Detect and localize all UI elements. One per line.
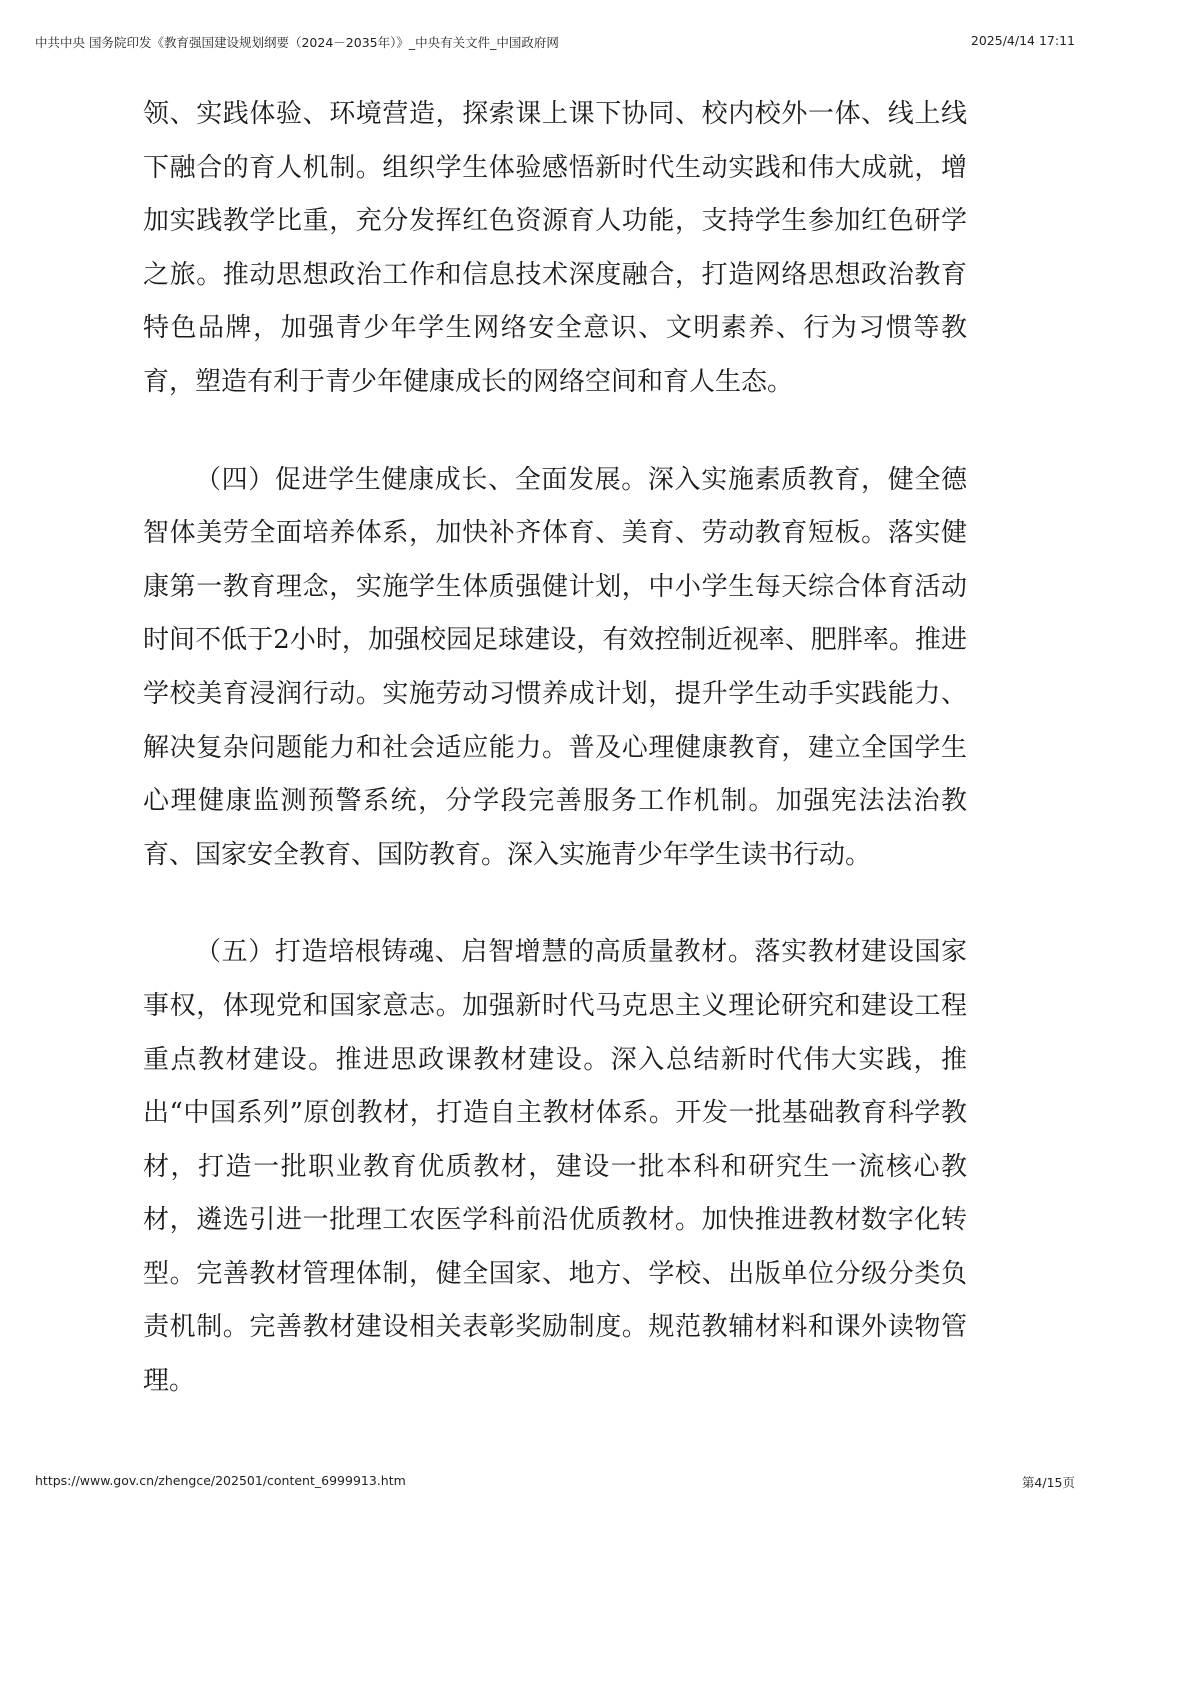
page-title: 中共中央 国务院印发《教育强国建设规划纲要（2024－2035年）》_中央有关文件_中国政府网 bbox=[35, 35, 559, 50]
print-datetime: 2025/4/14 17:11 bbox=[970, 33, 1075, 48]
paragraph: （五）打造培根铸魂、启智增慧的高质量教材。落实教材建设国家事权，体现党和国家意志。加强新时代马克思主义理论研究和建设工程重点教材建设。推进思政课教材建设。深入总结新时代伟大实践，推出“中国系列”原创教材，打造自主教材体系。开发一批基础教育科学教材，打造一批职业教育优质教材，建设一批本科和研究生一流核心教材，遴选引进一批理工农医学科前沿优质教材。加快推进教材数字化转型。完善教材管理体制，健全国家、地方、学校、出版单位分级分类负责机制。完善教材建设相关表彰奖励制度。规范教辅材料和课外读物管理。 bbox=[143, 937, 967, 1397]
page-number: 第4/15页 bbox=[1021, 1475, 1075, 1490]
paragraph: （四）促进学生健康成长、全面发展。深入实施素质教育，健全德智体美劳全面培养体系，加快补齐体育、美育、劳动教育短板。落实健康第一教育理念，实施学生体质强健计划，中小学生每天综合体育活动时间不低于2小时，加强校园足球建设，有效控制近视率、肥胖率。推进学校美育浸润行动。实施劳动习惯养成计划，提升学生动手实践能力、解决复杂问题能力和社会适应能力。普及心理健康教育，建立全国学生心理健康监测预警系统，分学段完善服务工作机制。加强宪法法治教育、国家安全教育、国防教育。深入实施青少年学生读书行动。 bbox=[143, 464, 967, 870]
document-body bbox=[143, 88, 967, 1409]
paragraph: 领、实践体验、环境营造，探索课上课下协同、校内校外一体、线上线下融合的育人机制。组织学生体验感悟新时代生动实践和伟大成就，增加实践教学比重，充分发挥红色资源育人功能，支持学生参加红色研学之旅。推动思想政治工作和信息技术深度融合，打造网络思想政治教育特色品牌，加强青少年学生网络安全意识、文明素养、行为习惯等教育，塑造有利于青少年健康成长的网络空间和育人生态。 bbox=[143, 99, 967, 397]
page-url-link[interactable]: https://www.gov.cn/zhengce/202501/content_6999913.htm bbox=[35, 1473, 406, 1488]
